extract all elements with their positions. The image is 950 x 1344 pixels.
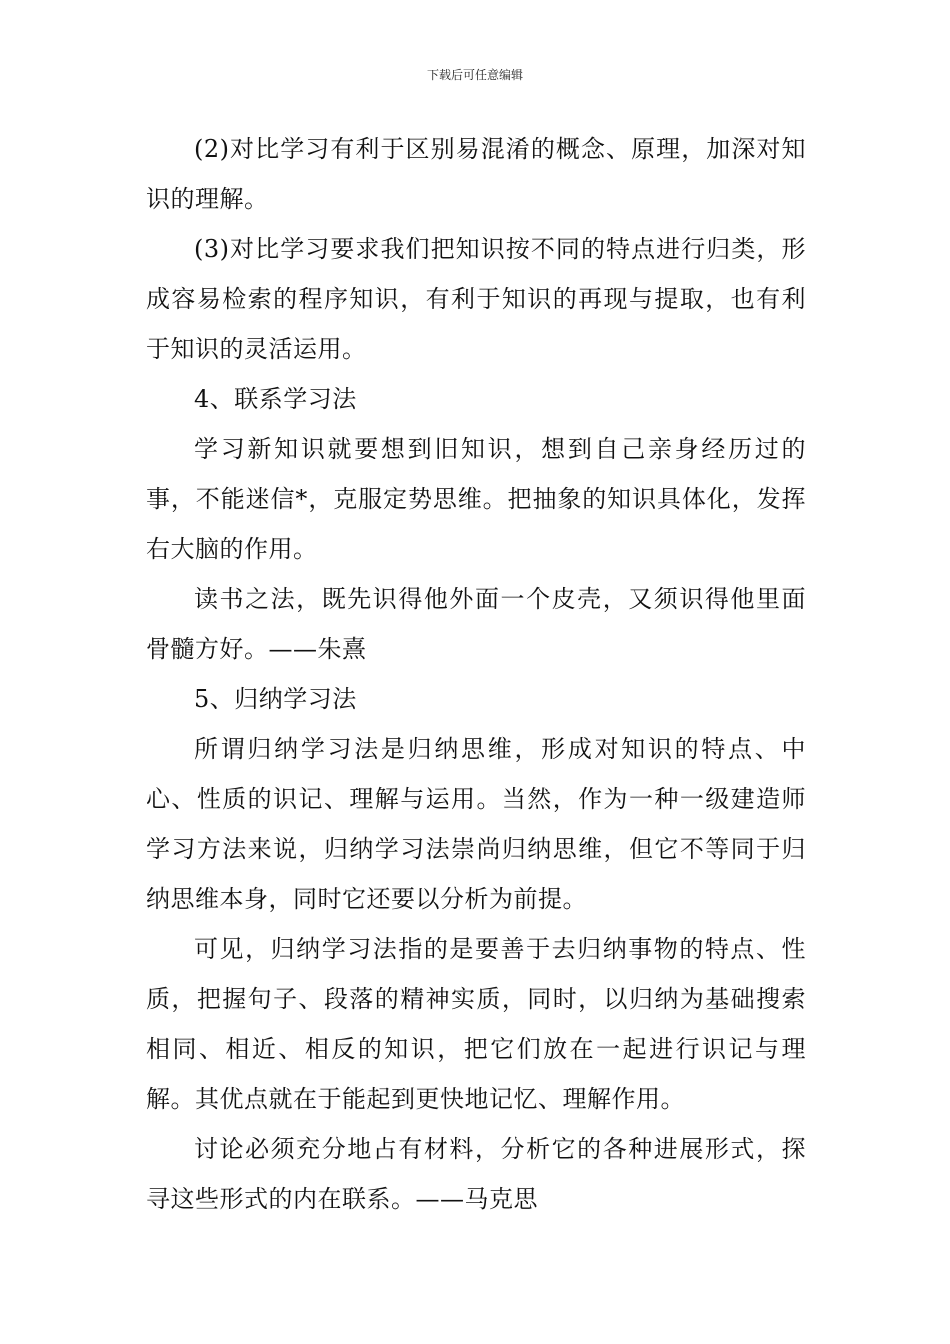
paragraph-contrast-3: (3)对比学习要求我们把知识按不同的特点进行归类，形成容易检索的程序知识，有利于知识的再现与提取，也有利于知识的灵活运用。	[146, 235, 806, 363]
paragraph-association: 学习新知识就要想到旧知识，想到自己亲身经历过的事，不能迷信*，克服定势思维。把抽象的知识具体化，发挥右大脑的作用。	[146, 435, 806, 563]
document-body	[146, 124, 806, 1224]
section-heading-association: 4、联系学习法	[194, 385, 357, 413]
paragraph-induction-meaning: 可见，归纳学习法指的是要善于去归纳事物的特点、性质，把握句子、段落的精神实质，同时，以归纳为基础搜索相同、相近、相反的知识，把它们放在一起进行识记与理解。其优点就在于能起到更快地记忆、理解作用。	[146, 935, 806, 1113]
quote-zhuxi: 读书之法，既先识得他外面一个皮壳，又须识得他里面骨髓方好。——朱熹	[146, 585, 806, 663]
section-heading-induction: 5、归纳学习法	[194, 685, 357, 713]
quote-marx: 讨论必须充分地占有材料，分析它的各种进展形式，探寻这些形式的内在联系。——马克思	[146, 1135, 806, 1213]
page-header: 下载后可任意编辑	[426, 68, 523, 82]
paragraph-contrast-2: (2)对比学习有利于区别易混淆的概念、原理，加深对知识的理解。	[146, 135, 806, 213]
paragraph-induction-definition: 所谓归纳学习法是归纳思维，形成对知识的特点、中心、性质的识记、理解与运用。当然，作为一种一级建造师学习方法来说，归纳学习法崇尚归纳思维，但它不等同于归纳思维本身，同时它还要以分析为前提。	[146, 735, 806, 913]
